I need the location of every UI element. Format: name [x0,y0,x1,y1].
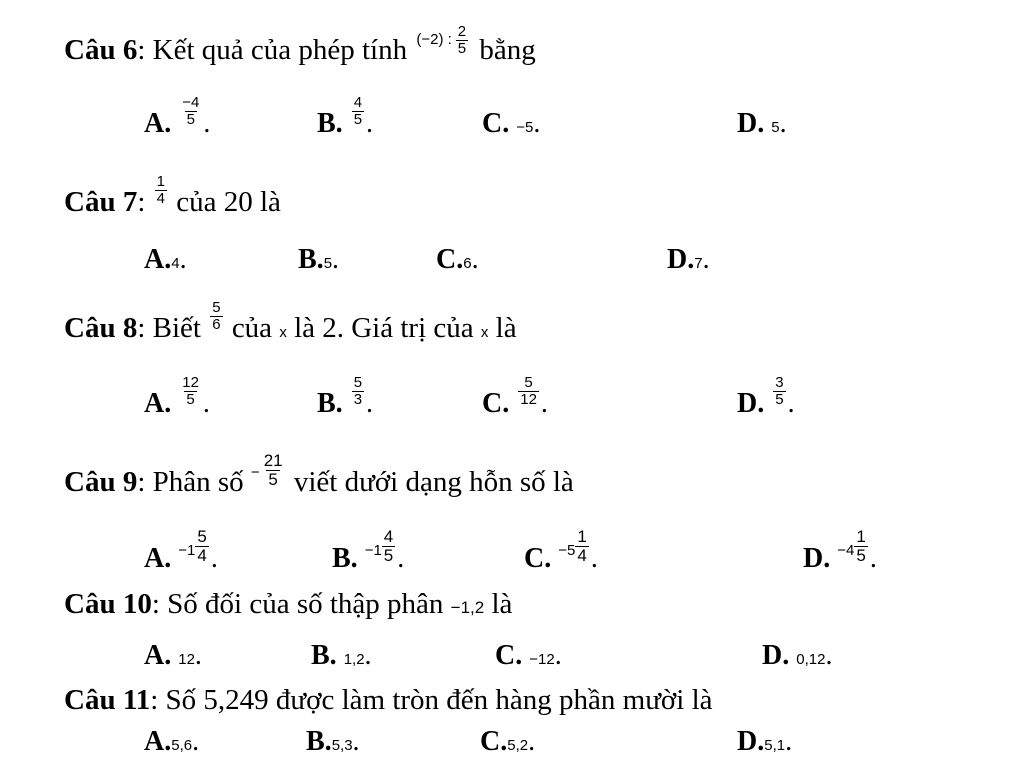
option-numerator: −4 [182,94,200,112]
question-6-expr-numerator: 2 [457,23,467,41]
option-numerator: 4 [353,94,363,112]
option-letter: D. [762,640,790,671]
option-tail: . [540,388,548,419]
q6-option-a[interactable] [144,94,211,142]
q10-option-a[interactable] [144,640,202,672]
option-tail: . [869,542,877,574]
question-8-text: : Biết [137,312,209,344]
option-tail: . [210,542,218,574]
question-7-label: Câu 7 [64,186,138,218]
q11-option-c[interactable] [480,726,535,758]
option-letter: B. [332,542,358,574]
option-tail: . [471,244,479,275]
option-value: −12 [529,651,555,668]
option-tail: . [554,640,562,671]
q9-option-c[interactable] [524,527,598,579]
q7-option-d[interactable] [667,244,710,276]
option-letter: D. [737,388,765,419]
question-8-denominator: 6 [212,315,221,333]
option-tail: . [397,542,405,574]
option-letter: D. [803,542,831,574]
option-value: 1,2 [343,651,365,668]
option-numerator: 5 [524,374,533,392]
option-tail: . [194,640,202,671]
question-7-numerator: 1 [156,173,165,191]
option-letter: C. [495,640,523,671]
question-11-label: Câu 11 [64,684,151,716]
option-denominator: 5 [775,391,784,409]
q10-option-c[interactable] [495,640,562,672]
q6-option-c[interactable] [482,108,540,140]
question-8-text-after: là [488,312,517,344]
option-numerator: 5 [353,374,363,392]
question-9-label: Câu 9 [64,466,138,498]
q9-option-b[interactable] [332,527,405,579]
option-numerator: 4 [383,527,394,546]
question-9-text: : Phân số [137,466,251,498]
option-value: 5 [771,119,780,136]
option-letter: C. [482,108,510,139]
question-9-sign: − [250,464,260,481]
q8-option-b[interactable] [317,374,374,422]
question-6-text-after: bằng [472,34,536,66]
option-letter: A. [144,726,172,757]
option-whole: −4 [837,541,855,559]
question-6 [64,23,536,69]
option-letter: D. [667,244,695,275]
question-6-expression [416,24,470,57]
question-8-text-mid: của [224,312,280,344]
option-whole: −1 [178,541,196,559]
option-value: −5 [516,119,534,136]
option-denominator: 3 [353,391,363,409]
q11-option-a[interactable] [144,726,199,758]
option-letter: A. [144,542,172,574]
q9-option-a[interactable] [144,527,218,579]
option-letter: D. [737,726,765,757]
option-numerator: 1 [577,527,587,546]
option-letter: B. [298,244,324,275]
option-numerator: 5 [197,527,207,546]
q11-option-b[interactable] [306,726,360,758]
option-numerator: 3 [775,374,784,392]
q6-option-d[interactable] [737,108,787,140]
q7-option-b[interactable] [298,244,339,276]
question-6-label: Câu 6 [64,34,138,66]
option-tail: . [332,244,340,275]
option-denominator: 5 [383,545,394,565]
option-value: 5,3 [331,737,353,754]
option-value: 6 [463,255,472,272]
option-denominator: 4 [197,545,207,565]
option-letter: A. [144,108,172,139]
question-9-text-after: viết dưới dạng hỗn số là [286,466,574,498]
question-10 [64,588,512,621]
question-8-variable: x [279,324,287,341]
option-tail: . [203,108,211,139]
option-denominator: 5 [856,545,866,565]
question-6-text: : Kết quả của phép tính [137,34,415,66]
question-10-text: : Số đối của số thập phân [151,588,451,620]
option-value: 5,6 [171,737,193,754]
option-letter: C. [436,244,464,275]
option-letter: C. [480,726,508,757]
question-7-denominator: 4 [156,189,165,207]
option-letter: A. [144,388,172,419]
question-10-text-after: là [484,588,513,620]
option-letter: B. [317,108,343,139]
q8-option-d[interactable] [737,374,795,422]
question-8-variable-2: x [480,324,489,341]
option-tail: . [825,640,833,671]
q8-option-a[interactable] [144,374,210,422]
option-letter: B. [306,726,332,757]
option-tail: . [533,108,541,139]
question-8-text-mid2: là 2. Giá trị của [286,312,481,344]
question-6-expr-denominator: 5 [457,39,467,57]
question-10-label: Câu 10 [64,588,152,620]
question-11 [64,684,713,717]
q6-option-b[interactable] [317,94,374,142]
option-value: 7 [694,255,703,272]
option-tail: . [785,726,793,757]
question-9 [64,451,574,503]
question-8-numerator: 5 [212,299,221,317]
option-tail: . [366,108,374,139]
option-value: 5,2 [507,737,529,754]
option-tail: . [702,244,710,275]
option-value: 0,12 [796,651,826,668]
question-6-expr-prefix: (−2) : [416,31,452,49]
question-11-text: : Số 5,249 được làm tròn đến hàng phần mười là [150,684,713,716]
option-tail: . [179,244,187,275]
question-10-value: −1,2 [450,598,485,617]
option-numerator: 12 [182,374,199,392]
option-tail: . [366,388,374,419]
q9-option-d[interactable] [803,527,877,579]
option-whole: −5 [558,541,576,559]
q8-option-c[interactable] [482,374,548,422]
option-tail: . [202,388,210,419]
option-denominator: 5 [186,391,195,409]
option-letter: A. [144,640,172,671]
question-9-numerator: 21 [263,451,283,470]
option-denominator: 5 [186,111,195,129]
option-letter: A. [144,244,172,275]
option-value: 5,1 [764,737,786,754]
q7-option-c[interactable] [436,244,479,276]
option-tail: . [787,388,795,419]
option-denominator: 5 [353,111,363,129]
question-8 [64,299,517,347]
option-value: 12 [178,651,195,668]
question-9-denominator: 5 [268,469,278,489]
option-tail: . [352,726,360,757]
q11-option-d[interactable] [737,726,792,758]
option-tail: . [364,640,372,671]
option-letter: D. [737,108,765,139]
option-letter: B. [317,388,343,419]
option-tail: . [590,542,598,574]
option-letter: C. [482,388,510,419]
q10-option-d[interactable] [762,640,832,672]
option-denominator: 4 [577,545,587,565]
option-tail: . [192,726,200,757]
question-7 [64,173,281,221]
option-numerator: 1 [856,527,866,546]
option-whole: −1 [364,541,382,559]
option-value: 5 [323,255,333,272]
option-denominator: 12 [520,391,537,409]
option-letter: C. [524,542,552,574]
q10-option-b[interactable] [311,640,372,672]
option-value: 4 [171,255,180,272]
option-tail: . [528,726,536,757]
question-7-separator: : [137,186,153,218]
question-8-label: Câu 8 [64,312,138,344]
question-7-text: của 20 là [168,186,281,218]
q7-option-a[interactable] [144,244,187,276]
option-letter: B. [311,640,337,671]
option-tail: . [779,108,787,139]
